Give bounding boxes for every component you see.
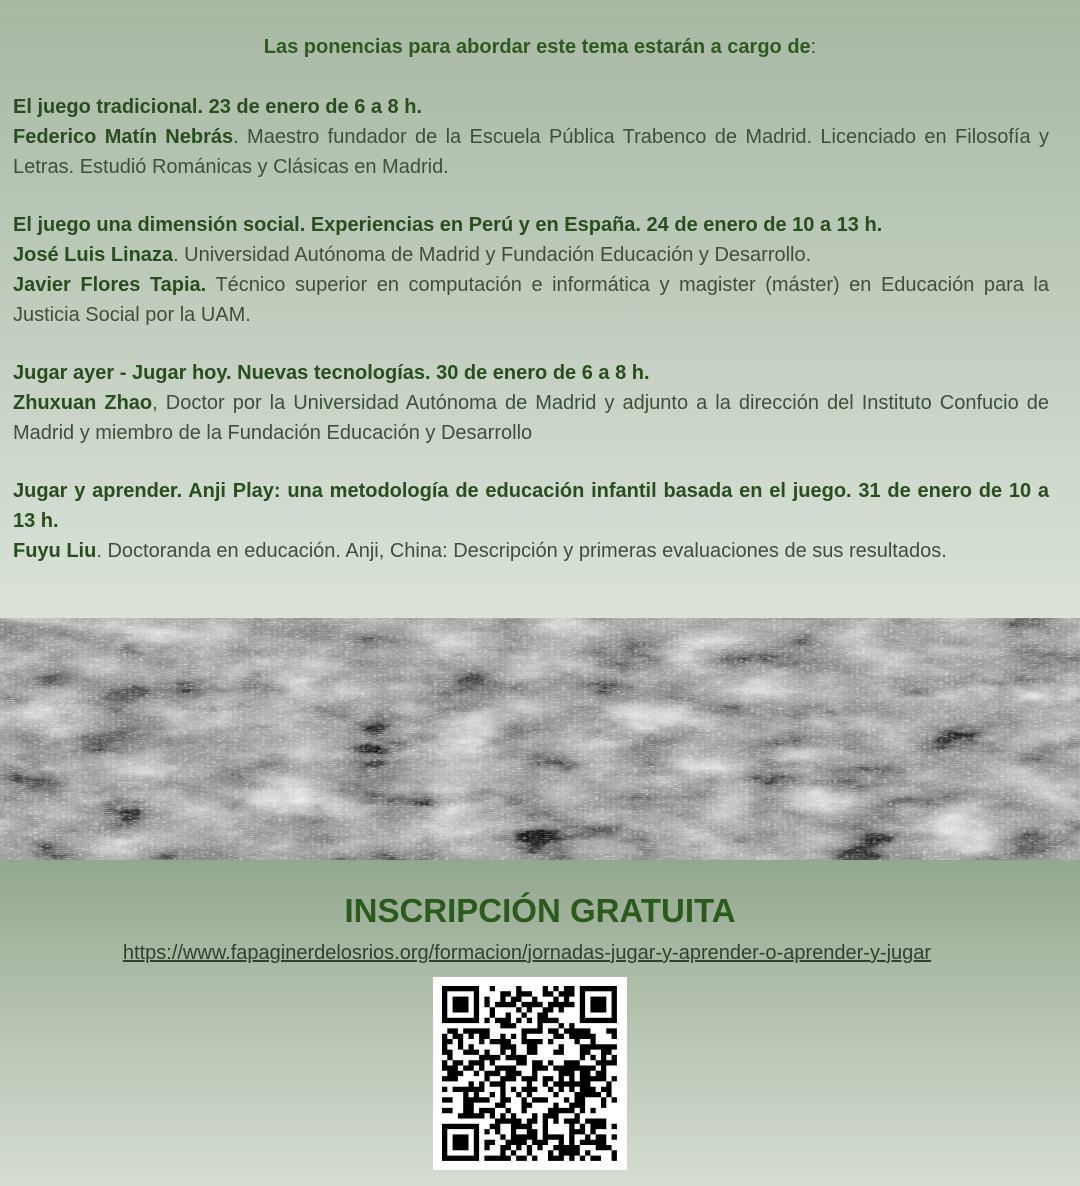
speaker-description: . Maestro fundador de la Escuela Pública Trabenco de Madrid. Licenciado en Filosofía y Letras. Estudió Románicas y Clásicas en Madrid. bbox=[13, 126, 1049, 178]
qr-finder-pattern bbox=[442, 1124, 479, 1161]
speaker-name: José Luis Linaza bbox=[13, 244, 174, 266]
session-1 bbox=[13, 92, 1049, 182]
speaker-entry bbox=[13, 122, 1049, 182]
speaker-description: , Doctor por la Universidad Autónoma de Madrid y adjunto a la dirección del Instituto Confucio de Madrid y miembro de la Fundación Educación y Desarrollo bbox=[13, 392, 1049, 444]
qr-finder-pattern bbox=[580, 986, 617, 1023]
speaker-name: Federico Matín Nebrás bbox=[13, 126, 234, 148]
speaker-name: Javier Flores Tapia. bbox=[13, 274, 207, 296]
speaker-entry bbox=[13, 388, 1049, 448]
session-title: El juego tradicional. 23 de enero de 6 a 8 h. bbox=[13, 96, 423, 118]
session-title: Jugar y aprender. Anji Play: una metodología de educación infantil basada en el juego. 31 de enero de 10 a 13 h. bbox=[13, 480, 1049, 532]
texture-image bbox=[0, 618, 1080, 860]
speaker-entry bbox=[13, 536, 1049, 566]
intro-text: Las ponencias para abordar este tema estarán a cargo de: bbox=[263, 36, 817, 58]
session-title: El juego una dimensión social. Experiencias en Perú y en España. 24 de enero de 10 a 13 h. bbox=[13, 214, 883, 236]
registration-link[interactable]: https://www.fapaginerdelosrios.org/formacion/jornadas-jugar-y-aprender-o-aprender-y-jugar bbox=[122, 942, 932, 964]
speaker-entry bbox=[13, 240, 1049, 270]
qr-code-image bbox=[433, 977, 627, 1170]
session-2 bbox=[13, 210, 1049, 330]
speaker-name: Zhuxuan Zhao bbox=[13, 392, 153, 414]
session-3 bbox=[13, 358, 1049, 448]
speaker-description: Técnico superior en computación e informática y magister (máster) en Educación para la Justicia Social por la UAM. bbox=[13, 274, 1049, 326]
speaker-entry bbox=[13, 270, 1049, 330]
speaker-name: Fuyu Liu bbox=[13, 540, 97, 562]
registration-heading: INSCRIPCIÓN GRATUITA bbox=[344, 892, 736, 929]
qr-code[interactable] bbox=[433, 977, 627, 1170]
decorative-texture-band bbox=[0, 618, 1080, 860]
session-4 bbox=[13, 476, 1049, 566]
qr-finder-pattern bbox=[442, 986, 479, 1023]
speaker-description: . Doctoranda en educación. Anji, China: Descripción y primeras evaluaciones de sus resultados. bbox=[96, 540, 947, 562]
speaker-description: . Universidad Autónoma de Madrid y Fundación Educación y Desarrollo. bbox=[173, 244, 812, 266]
session-title: Jugar ayer - Jugar hoy. Nuevas tecnologías. 30 de enero de 6 a 8 h. bbox=[13, 362, 650, 384]
